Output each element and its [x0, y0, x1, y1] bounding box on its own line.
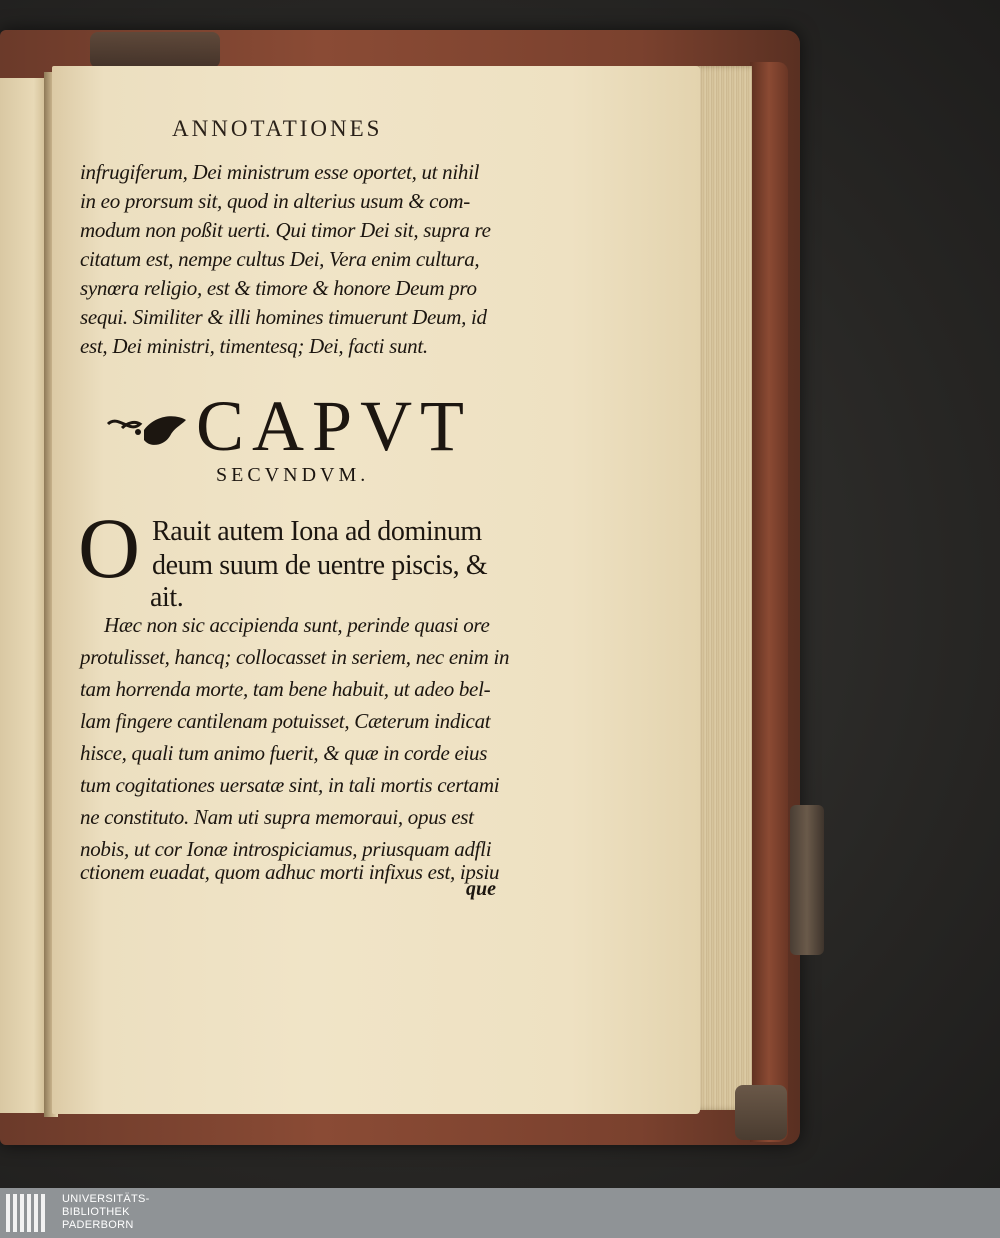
bottom-clasp	[735, 1085, 787, 1140]
verse-line: ait.	[150, 582, 184, 613]
catchword: que	[466, 878, 496, 900]
library-name-line: UNIVERSITÄTS-	[62, 1193, 150, 1205]
text-line: tum cogitationes uersatæ sint, in tali mortis certami	[80, 773, 500, 797]
library-name-line: BIBLIOTHEK	[62, 1206, 130, 1218]
text-line: hisce, quali tum animo fuerit, & quæ in corde eius	[80, 741, 488, 765]
top-clasp	[90, 32, 220, 68]
library-logo-icon	[6, 1194, 45, 1232]
text-line: in eo prorsum sit, quod in alterius usum & com-	[80, 189, 470, 213]
library-footer-bar	[0, 1188, 1000, 1238]
text-line: Hæc non sic accipienda sunt, perinde quasi ore	[104, 613, 490, 637]
text-line: infrugiferum, Dei ministrum esse oportet, ut nihil	[80, 160, 480, 184]
text-line: tam horrenda morte, tam bene habuit, ut adeo bel-	[80, 677, 491, 701]
text-line: protulisset, hancq; collocasset in seriem, nec enim in	[80, 645, 510, 669]
text-line: synœra religio, est & timore & honore Deum pro	[80, 276, 477, 300]
text-line: ne constituto. Nam uti supra memoraui, opus est	[80, 805, 474, 829]
text-line: modum non poßit uerti. Qui timor Dei sit, supra re	[80, 218, 491, 242]
side-clasp	[790, 805, 824, 955]
cover-edge	[750, 62, 788, 1142]
page-edges	[692, 66, 752, 1110]
library-name-line: PADERBORN	[62, 1219, 134, 1231]
running-head: ANNOTATIONES	[172, 116, 383, 141]
text-line: est, Dei ministri, timentesq; Dei, facti sunt.	[80, 334, 428, 358]
drop-capital: O	[78, 500, 141, 596]
text-line: citatum est, nempe cultus Dei, Vera enim cultura,	[80, 247, 480, 271]
text-line: sequi. Similiter & illi homines timuerunt Deum, id	[80, 305, 487, 329]
library-name	[62, 1193, 150, 1232]
left-page-fragment	[0, 78, 49, 1113]
chapter-subtitle: SECVNDVM.	[216, 464, 370, 486]
text-line: lam fingere cantilenam potuisset, Cæterum indicat	[80, 709, 491, 733]
text-line: nobis, ut cor Ionæ introspiciamus, priusquam adfli	[80, 837, 492, 861]
chapter-title: CAPVT	[196, 386, 473, 466]
fleuron-ornament-icon	[104, 410, 190, 450]
verse-line: Rauit autem Iona ad dominum	[152, 516, 482, 547]
verse-line: deum suum de uentre piscis, &	[152, 550, 488, 581]
text-line: ctionem euadat, quom adhuc morti infixus est, ipsiu	[80, 860, 500, 884]
